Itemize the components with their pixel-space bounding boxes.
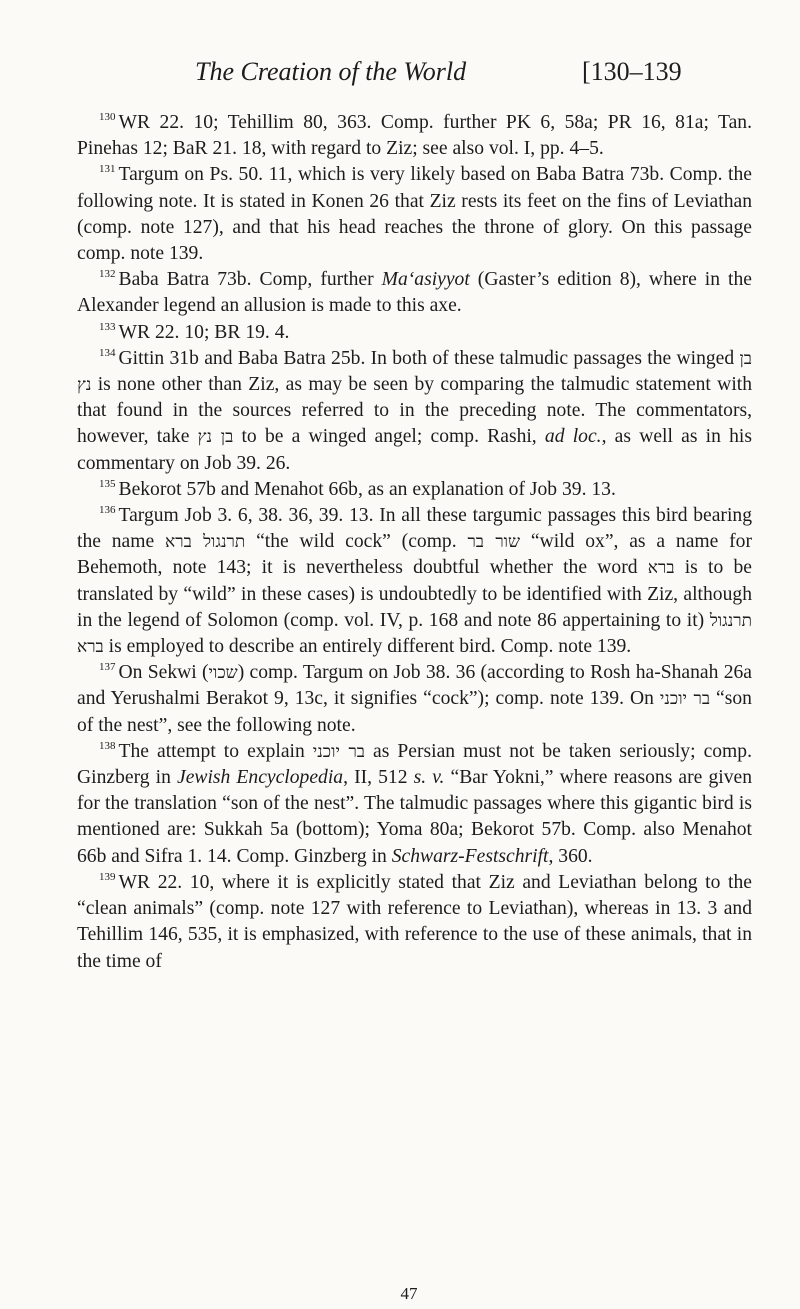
footnote-number: 135 xyxy=(99,477,116,490)
footnote-number: 134 xyxy=(99,346,116,359)
hebrew-term: בר יוכני xyxy=(312,741,365,762)
hebrew-term: בר יוכני xyxy=(659,689,711,710)
note-text: “Bar Yokni,” where reasons are given for the translation “son of the nest”. The talmudic passages where this gigantic bird is mentioned are: Sukkah 5a (bottom); Yoma 80a; Bekorot 57b. Comp. also Menahot 66b and Sifra 1. 14. Comp. Ginzberg in xyxy=(77,767,752,867)
footnote xyxy=(77,739,752,870)
note-text: WR 22. 10; BR 19. 4. xyxy=(118,321,290,343)
note-text: is to be translated by “wild” in these cases) is undoubtedly to be identified with Ziz, although in the legend of Solomon (comp. vol. IV, p. 168 and note 86 appertaining to it) xyxy=(77,557,752,631)
note-text: to be a winged angel; comp. Rashi, xyxy=(233,426,545,448)
note-text: ) comp. Targum on Job 38. 36 (according to Rosh ha-Shanah 26a and Yerushalmi Berakot 9, 13c, it signifies “cock”); comp. note 139. On xyxy=(77,662,752,710)
hebrew-term: שור בר xyxy=(467,532,521,553)
footnote-number: 130 xyxy=(99,111,116,123)
note-text: , II, 512 xyxy=(343,767,414,789)
note-text: is employed to describe an entirely different bird. Comp. note 139. xyxy=(103,636,632,658)
italic-text: ad loc. xyxy=(544,426,602,448)
note-text: Baba Batra 73b. Comp, further xyxy=(118,269,382,291)
note-text: “son of the nest”, see the following note. xyxy=(77,688,752,736)
note-text: Targum on Ps. 50. 11, which is very likely based on Baba Batra 73b. Comp. the following note. It is stated in Konen 26 that Ziz rests its feet on the fins of Leviathan (comp. note 127), and that his head reaches the throne of glory. On this passage comp. note 139. xyxy=(77,164,752,265)
hebrew-term: תרנגול ברא xyxy=(77,610,752,658)
note-range: [130–139 xyxy=(582,57,682,86)
note-text: is none other than Ziz, as may be seen by comparing the talmudic statement with that found in the sources referred to in the preceding note. The commentators, however, take xyxy=(77,374,752,448)
footnote-number: 132 xyxy=(99,268,116,281)
hebrew-term: שכוי xyxy=(208,663,238,684)
note-text: Targum Job 3. 6, 38. 36, 39. 13. In all these targumic passages this bird bearing the name xyxy=(77,505,752,553)
italic-text: Ma‘asiyyot xyxy=(381,269,470,291)
footnote xyxy=(77,503,752,660)
footnote-number: 138 xyxy=(99,739,116,752)
footnote-number: 136 xyxy=(99,504,116,517)
note-text: Bekorot 57b and Menahot 66b, as an explanation of Job 39. 13. xyxy=(118,478,616,500)
footnote-number: 131 xyxy=(99,163,116,176)
italic-text: Schwarz-Festschrift xyxy=(391,845,549,867)
note-text: “the wild cock” (comp. xyxy=(245,531,468,553)
hebrew-term: בן נץ xyxy=(197,427,234,448)
note-text: as Persian must not be taken seriously; comp. Ginzberg in xyxy=(77,740,752,789)
footnote xyxy=(77,477,752,503)
footnote-number: 139 xyxy=(99,870,116,883)
footnote xyxy=(77,346,752,477)
page-number: 47 xyxy=(400,1284,418,1303)
footnotes xyxy=(77,110,752,975)
footnote xyxy=(77,267,752,319)
footnote xyxy=(77,320,752,346)
footnote xyxy=(77,110,752,162)
footnote xyxy=(77,660,752,739)
note-text: , 360. xyxy=(548,845,593,867)
note-text: WR 22. 10; Tehillim 80, 363. Comp. further PK 6, 58a; PR 16, 81a; Tan. Pinehas 12; BaR 21. 18, with regard to Ziz; see also vol. I, pp. 4–5. xyxy=(77,112,752,160)
note-text: , as well as in his commentary on Job 39. 26. xyxy=(77,426,752,474)
note-text: On Sekwi ( xyxy=(118,662,209,684)
note-text: The attempt to explain xyxy=(118,740,313,762)
hebrew-term: ברא xyxy=(647,558,675,579)
running-head xyxy=(77,52,752,92)
footnote xyxy=(77,162,752,267)
footnote-number: 137 xyxy=(99,661,116,674)
note-text: “wild ox”, as a name for Behemoth, note 143; it is nevertheless doubtful whether the word xyxy=(77,531,752,579)
italic-text: Jewish Encyclopedia xyxy=(177,767,344,789)
note-text: Gittin 31b and Baba Batra 25b. In both of these talmudic passages the winged xyxy=(118,347,740,369)
hebrew-term: תרנגול ברא xyxy=(165,532,246,553)
footnote-number: 133 xyxy=(99,320,116,333)
italic-text: s. v. xyxy=(413,767,445,789)
note-text: WR 22. 10, where it is explicitly stated that Ziz and Leviathan belong to the “clean animals” (comp. note 127 with reference to Leviathan), whereas in 13. 3 and Tehillim 146, 535, it is emphasized, with reference to the use of these animals, that in the time of xyxy=(77,871,752,972)
footnote xyxy=(77,870,752,975)
chapter-title: The Creation of the World xyxy=(195,57,467,86)
note-text: (Gaster’s edition 8), where in the Alexander legend an allusion is made to this axe. xyxy=(77,269,752,317)
hebrew-term: בן נץ xyxy=(77,348,752,396)
